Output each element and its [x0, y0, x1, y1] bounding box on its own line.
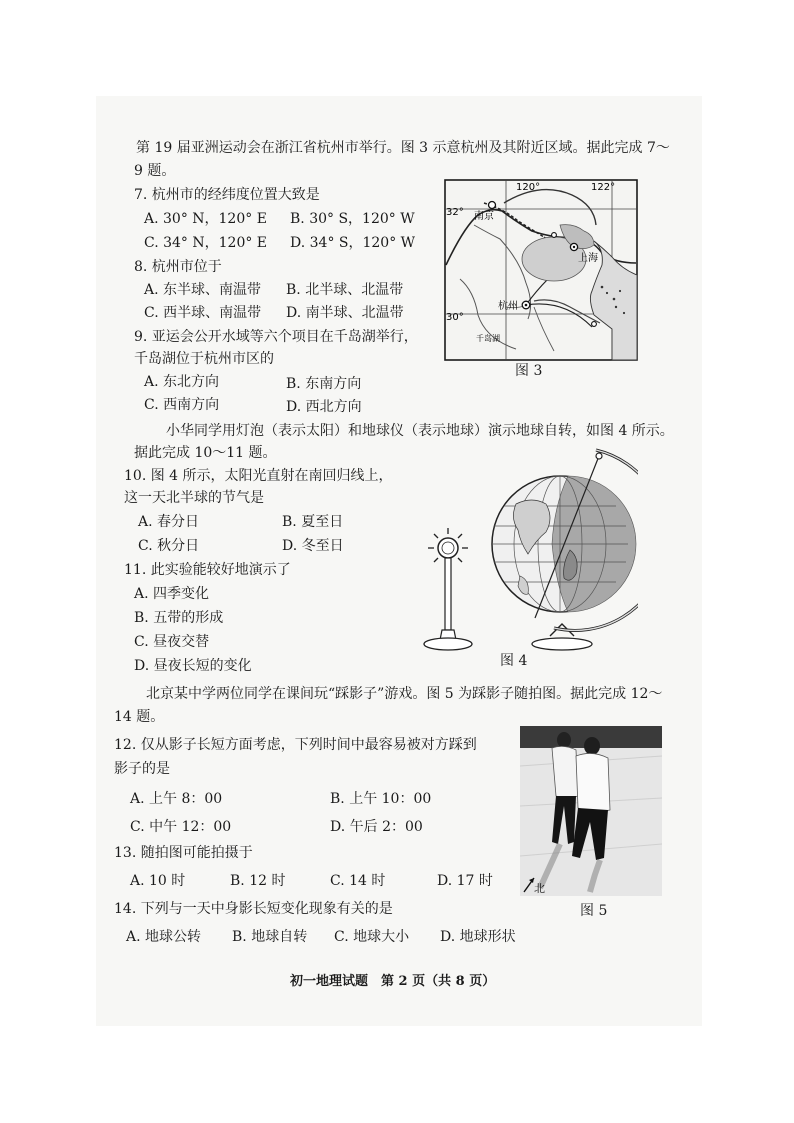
question-13-option-d[interactable]: D. 17 时: [437, 873, 493, 889]
intro-7-9-line1: 第 19 届亚洲运动会在浙江省杭州市举行。图 3 示意杭州及其附近区域。据此完成 7～: [136, 140, 670, 156]
figure-3-caption: 图 3: [515, 363, 543, 379]
question-13-option-c[interactable]: C. 14 时: [330, 873, 386, 889]
figure-3-map: [444, 179, 638, 361]
question-7-stem: 7. 杭州市的经纬度位置大致是: [134, 187, 320, 203]
question-8-option-d[interactable]: D. 南半球、北温带: [286, 305, 404, 321]
question-10-option-a[interactable]: A. 春分日: [138, 514, 200, 530]
question-12-option-c[interactable]: C. 中午 12：00: [130, 819, 232, 835]
question-14-option-b[interactable]: B. 地球自转: [232, 929, 308, 945]
question-13-option-a[interactable]: A. 10 时: [130, 873, 186, 889]
question-7-option-d[interactable]: D. 34° S，120° W: [290, 235, 416, 251]
map-city-nanjing: 南京: [474, 211, 494, 222]
north-label: 北: [534, 882, 545, 895]
question-8-option-a[interactable]: A. 东半球、南温带: [144, 282, 262, 298]
question-7-option-c[interactable]: C. 34° N，120° E: [144, 235, 268, 251]
question-7-option-b[interactable]: B. 30° S，120° W: [290, 211, 415, 227]
question-8-option-c[interactable]: C. 西半球、南温带: [144, 305, 262, 321]
question-9-option-d[interactable]: D. 西北方向: [286, 399, 362, 415]
question-9-option-b[interactable]: B. 东南方向: [286, 376, 362, 392]
question-11-stem: 11. 此实验能较好地演示了: [124, 562, 291, 578]
map-city-shanghai: 上海: [578, 253, 598, 264]
question-9-option-c[interactable]: C. 西南方向: [144, 397, 220, 413]
question-13-option-b[interactable]: B. 12 时: [230, 873, 286, 889]
question-10-option-d[interactable]: D. 冬至日: [282, 538, 344, 554]
intro-7-9-line2: 9 题。: [134, 163, 176, 179]
figure-5-caption: 图 5: [580, 903, 608, 919]
question-7-option-a[interactable]: A. 30° N，120° E: [144, 211, 267, 227]
globe-icon: [492, 450, 638, 650]
question-12-option-d[interactable]: D. 午后 2：00: [330, 819, 423, 835]
question-12-stem-line2: 影子的是: [114, 761, 170, 777]
question-9-stem-line1: 9. 亚运会公开水域等六个项目在千岛湖举行，: [134, 329, 418, 345]
question-10-stem-line1: 10. 图 4 所示，太阳光直射在南回归线上，: [124, 468, 393, 484]
map-lake-qiandaohu: 千岛湖: [476, 334, 500, 343]
lamp-sun-icon: [424, 528, 472, 650]
question-11-option-a[interactable]: A. 四季变化: [134, 586, 210, 602]
figure-4-lamp-globe: [420, 446, 638, 656]
intro-12-14-line1: 北京某中学两位同学在课间玩“踩影子”游戏。图 5 为踩影子随拍图。据此完成 12～: [146, 686, 663, 702]
question-11-option-c[interactable]: C. 昼夜交替: [134, 634, 210, 650]
question-8-stem: 8. 杭州市位于: [134, 259, 222, 275]
question-14-option-c[interactable]: C. 地球大小: [334, 929, 410, 945]
question-12-stem-line1: 12. 仅从影子长短方面考虑，下列时间中最容易被对方踩到: [114, 737, 477, 753]
question-14-option-a[interactable]: A. 地球公转: [126, 929, 202, 945]
intro-10-11-line2: 据此完成 10～11 题。: [134, 445, 277, 461]
map-lon-122-label: 122°: [591, 182, 616, 193]
map-lat-32-label: 32°: [446, 207, 464, 218]
question-10-option-b[interactable]: B. 夏至日: [282, 514, 344, 530]
question-10-stem-line2: 这一天北半球的节气是: [124, 490, 264, 506]
page-footer: 初一地理试题 第 2 页（共 8 页）: [290, 974, 496, 989]
question-10-option-c[interactable]: C. 秋分日: [138, 538, 200, 554]
figure-5-photo: [520, 726, 662, 896]
question-9-option-a[interactable]: A. 东北方向: [144, 374, 220, 390]
intro-10-11-line1: 小华同学用灯泡（表示太阳）和地球仪（表示地球）演示地球自转，如图 4 所示。: [166, 423, 674, 439]
map-lon-120-label: 120°: [516, 182, 541, 193]
question-13-stem: 13. 随拍图可能拍摄于: [114, 845, 253, 861]
question-14-option-d[interactable]: D. 地球形状: [440, 929, 516, 945]
map-lat-30-label: 30°: [446, 312, 464, 323]
intro-12-14-line2: 14 题。: [114, 709, 165, 725]
question-9-stem-line2: 千岛湖位于杭州市区的: [134, 351, 274, 367]
question-11-option-b[interactable]: B. 五带的形成: [134, 610, 224, 626]
question-14-stem: 14. 下列与一天中身影长短变化现象有关的是: [114, 901, 393, 917]
question-12-option-b[interactable]: B. 上午 10：00: [330, 791, 432, 807]
question-12-option-a[interactable]: A. 上午 8：00: [130, 791, 223, 807]
question-11-option-d[interactable]: D. 昼夜长短的变化: [134, 658, 252, 674]
map-city-hangzhou: 杭州: [498, 301, 518, 312]
figure-4-caption: 图 4: [500, 653, 528, 669]
question-8-option-b[interactable]: B. 北半球、北温带: [286, 282, 404, 298]
